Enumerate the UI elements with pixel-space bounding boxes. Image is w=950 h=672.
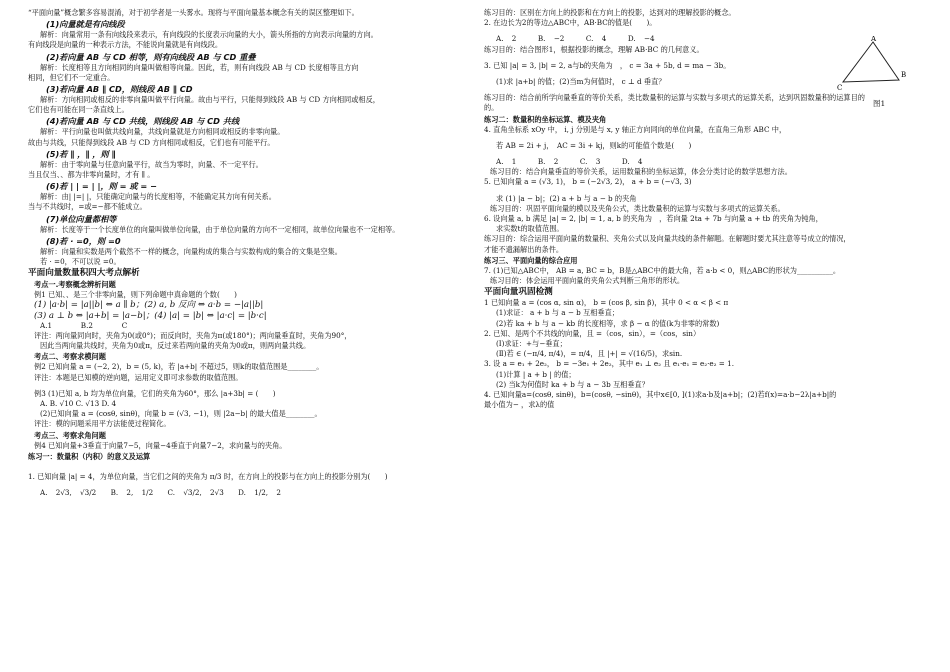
example-3-part-2: (2)已知向量 a = (cosθ, sinθ)，向量 b = (√3, −1)，则 |2a−b| 的最大值是________。 [40,409,322,419]
question-5-parts: 求 (1) |a − b|；(2) a + b 与 a − b 的夹角 [496,193,637,203]
check-question-1: 1 已知向量 a = (cos α, sin α)， b = (cos β, sin β)，其中 0 < α < β < π [484,298,729,308]
check-question-2: 2. 已知、是两个不共线的向量，且 =（cos，sin），=（cos，sin） [484,328,701,338]
item-8-line: 解析：向量和实数是两个截然不一样的概念，向量构成的集合与实数构成的集合的文集是空集。 [40,246,342,256]
item-6-line: 当与不共线时，=或=−都不能成立。 [28,202,147,212]
practice-2-heading: 练习二：数量积的坐标运算、模及夹角 [484,114,607,124]
vertex-b-label: B [901,71,907,79]
check-question-3-part: (2) 当k为何值时 ka + b 与 a − 3b 互相垂直？ [496,379,649,389]
example-1-choices: A.1 B.2 C [40,320,128,330]
item-8-line: 若 · =0，不可以说 =0。 [40,257,121,267]
item-6-heading: (6)若 | | = | |，则 = 或 = − [46,181,157,192]
question-2-options: A. 2 B. −2 C. 4 D. −4 [496,34,655,44]
key-point-2: 考点二、考察求模问题 [34,352,106,362]
example-1-options: (1) |a·b| = |a||b| ⇔ a ∥ b；(2) a, b 反向 ⇔ a·b = −|a||b| [34,300,264,311]
check-question-4: 4. 已知向量a=(cosθ, sinθ)，b=(cosθ, −sinθ)，其中x∈[0, ](1)求a·b及|a+b|；(2)若f(x)=a·b−2λ|a+b|的 [484,390,837,400]
item-8-heading: (8)若 · =0，则 =0 [46,235,121,246]
intro-text: “平面向量”概念繁多容易混淆，对于初学者是一头雾水。现将与平面向量基本概念有关的误区整理如下。 [28,8,359,17]
item-2-line: 相同，但它们不一定重合。 [28,72,115,82]
item-3-heading: (3)若向量 AB ∥ CD，则线段 AB ∥ CD [46,84,193,95]
item-7-heading: (7)单位向量都相等 [46,213,117,224]
example-1-options: (3) a ⊥ b ⇔ |a+b| = |a−b|；(4) |a| = |b| ⇔ |a·c| = |b·c| [34,310,267,321]
question-5: 5. 已知向量 a = (√3, 1)， b = (−2√3, 2)， a + b = (−√3, 3) [484,177,692,187]
practice-goal-6: 练习目的：综合运用平面向量的数量积、夹角公式以及向量共线的条件解题。在解题时要尤其注意等号成立的情况， [484,234,851,244]
question-6-continued: 求实数t的取值范围。 [496,224,564,234]
example-3-note: 评注：模的问题采用平方法能使过程简化。 [34,419,171,429]
question-6: 6. 设向量 a, b 满足 |a| = 2, |b| = 1, a, b 的夹角为 ，若向量 2ta + 7b 与向量 a + tb 的夹角为钝角， [484,214,823,224]
check-question-1-part: (2)若 ka + b 与 a − kb 的长度相等，求 β − α 的值(k为非零的常数) [496,318,720,328]
triangle-shape [843,42,899,82]
vertex-c-label: C [837,84,843,92]
check-question-2-part: (Ⅱ)若 ∈ (−π/4, π/4)，= π/4，且 |+| = √(16/5)，求sin. [496,349,683,359]
example-3: 例3 (1)已知 a, b 均为单位向量，它们的夹角为60°，那么 |a+3b| = ( ) [34,388,276,398]
item-4-line: 故由与共线，只能得到线段 AB 与 CD 方向相同或相反，它们也有可能平行。 [28,137,275,147]
figure-caption: 图1 [873,99,886,108]
example-1-note: 因此当两向量共线时，夹角为0或π，反过来若两向量的夹角为0或π，则两向量共线。 [40,341,311,351]
practice-goal-2: 练习目的：结合图形1，根据投影的概念，理解 AB·BC 的几何意义。 [484,44,704,54]
question-3-parts: (1)求 |a+b| 的值；(2)当m为何值时， c ⊥ d 垂直？ [496,77,666,87]
practice-goal-6: 才能不遗漏解出的条件。 [484,244,564,254]
item-4-line: 解析：平行向量也叫做共线向量，共线向量就是方向相同或相反的非零向量。 [40,127,285,137]
item-3-line: 解析：方向相同或相反的非零向量叫做平行向量。故由与平行，只能得到线段 AB 与 CD 方向相同或相反， [40,95,380,105]
practice-goal-3: 的。 [484,103,499,113]
section-title: 平面向量数量积四大考点解析 [28,268,140,279]
question-1-options: A. 2√3, √3/2 B. 2, 1/2 C. √3/2, 2√3 D. 1/2, 2 [40,488,281,498]
question-7: 7. (1)已知△ABC中， AB = a, BC = b，B是△ABC中的最大角，若 a·b < 0，则△ABC的形状为__________。 [484,265,841,275]
item-4-heading: (4)若向量 AB 与 CD 共线，则线段 AB 与 CD 共线 [46,116,240,127]
practice-goal-1: 练习目的：区别在方向上的投影和在方向上的投影，达到对的理解投影的概念。 [484,8,736,17]
item-5-heading: (5)若 ∥ ，∥ ，则 ∥ [46,148,116,159]
item-2-heading: (2)若向量 AB 与 CD 相等，则有向线段 AB 与 CD 重叠 [46,51,256,62]
practice-1-heading: 练习一：数量积（内积）的意义及运算 [28,451,151,461]
key-point-1: 考点一.考察概念辨析问题 [34,280,116,290]
example-1-note: 评注：两向量同向时，夹角为0(或0°)；而反向时，夹角为π(或180°)；两向量垂直时，夹角为90°， [34,331,352,341]
question-4-options: A. 1 B. 2 C. 3 D. 4 [496,157,643,167]
check-question-3-part: (1)计算 | a + b | 的值； [496,369,576,379]
consolidation-title: 平面向量巩固检测 [484,287,553,298]
example-3-options: A. B. √10 C. √13 D. 4 [40,399,117,409]
practice-goal-4: 练习目的：结合向量垂直的等价关系，运用数量积的坐标运算，体会分类讨论的数学思想方法。 [490,167,792,177]
example-4: 例4 已知向量+3垂直于向量7−5，向量−4垂直于向量7−2，求向量与的夹角。 [34,440,287,450]
item-6-line: 解析：由| |=| |，只能确定向量与的长度相等，不能确定其方向有何关系。 [40,192,276,202]
question-2: 2. 在边长为2的等边△ABC中，AB·BC的值是( )。 [484,18,657,28]
item-2-line: 解析：长度相等且方向相同的向量叫做相等向量。因此，若，则有向线段 AB 与 CD 长度相等且方向 [40,62,359,72]
item-7-line: 解析：长度等于一个长度单位的向量叫做单位向量，由于单位向量的方向不一定相同，故单位向量也不一定相等。 [40,224,400,234]
vertex-a-label: A [871,36,877,43]
left-column [28,8,466,498]
key-point-3: 考点三、考察求角问题 [34,430,106,440]
check-question-2-part: (Ⅰ)求证：+与−垂直； [496,339,567,349]
practice-3-heading: 练习三、平面向量的综合应用 [484,255,578,265]
item-3-line: 它们也有可能在同一条直线上。 [28,105,129,115]
practice-goal-7: 练习目的：体会运用平面向量的夹角公式判断三角形的形状。 [490,276,685,286]
item-1-line: 解析：向量常用一条有向线段来表示，有向线段的长度表示向量的大小，箭头所指的方向表示向量的方向。 [40,30,378,40]
question-3: 3. 已知 |a| = 3, |b| = 2, a与b的夹角为 ， c = 3a + 5b, d = ma − 3b。 [484,60,731,70]
check-question-3: 3. 设 a = e₁ + 2e₂， b = −3e₁ + 2e₂，其中 e₁ ⊥ e₂ 且 e₁·e₁ = e₂·e₂ = 1. [484,359,734,369]
question-4: 4. 直角坐标系 xOy 中， i, j 分别是与 x, y 轴正方向同向的单位向量，在直角三角形 ABC 中， [484,124,787,134]
example-2-note: 评注：本题是已知模的逆向题，运用定义即可求参数的取值范围。 [34,372,243,382]
item-1-heading: (1)向量就是有向线段 [46,19,125,30]
item-1-line: 有向线段是向量的一种表示方法，不能说向量就是有向线段。 [28,40,223,50]
check-question-1-part: (1)求证： a + b 与 a − b 互相垂直； [496,308,619,318]
question-1: 1. 已知向量 |a| = 4，为单位向量，当它们之间的夹角为 π/3 时，在方向上的投影与在方向上的投影分别为( ) [28,471,388,481]
item-5-line: 当且仅当、、都为非零向量时，才有 ∥ 。 [28,170,155,180]
question-4-condition: 若 AB = 2i + j， AC = 3i + kj，则k的可能值个数是( ) [496,140,692,150]
example-2: 例2 已知向量 a = (−2, 2)，b = (5, k)，若 |a+b| 不超过5，则k的取值范围是________。 [34,362,324,372]
check-question-4: 最小值为− ，求λ的值 [484,400,555,410]
practice-goal-5: 练习目的：巩固平面向量的模以及夹角公式，类比数量积的运算与实数与多项式的运算关系。 [490,203,785,213]
item-5-line: 解析：由于零向量与任意向量平行，故当为零时，向量、不一定平行。 [40,159,263,169]
practice-goal-3: 练习目的：结合前所学向量垂直的等价关系，类比数量积的运算与实数与多项式的运算关系，达到巩固数量积的运算目的 [484,93,865,103]
example-1: 例1 已知、、是三个非零向量，则下列命题中真命题的个数( ) [34,290,237,300]
